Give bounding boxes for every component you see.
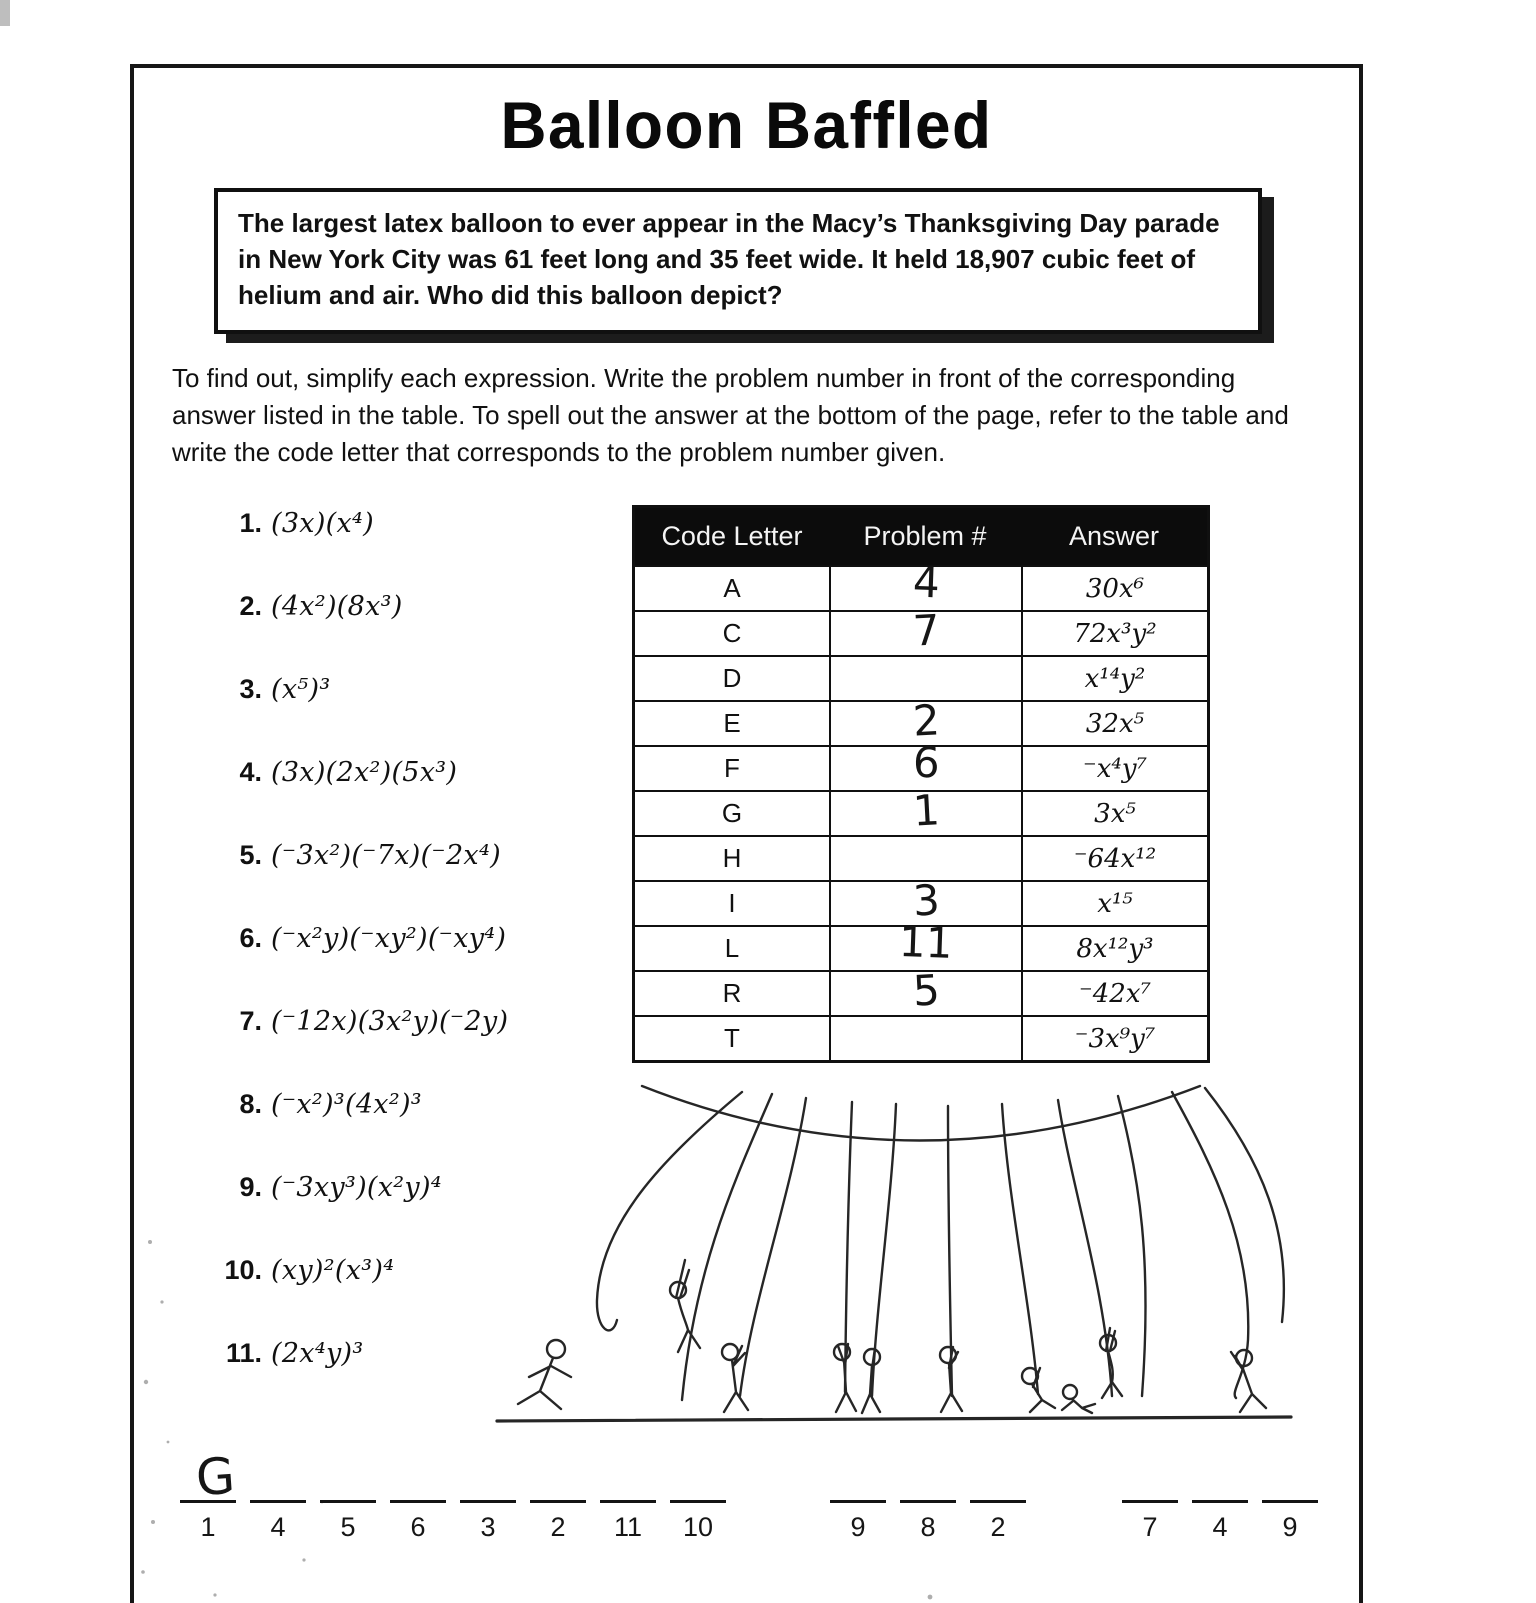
- answer-slot: [460, 1500, 516, 1543]
- answer-slot-number: 6: [410, 1512, 426, 1542]
- answer-slot-number: 9: [1282, 1512, 1298, 1542]
- answer-slot-number: 3: [480, 1512, 496, 1542]
- problem-expression: (⁻x²)³(4x²)³: [271, 1089, 422, 1120]
- answer-slot-number: 10: [682, 1512, 714, 1542]
- problem-number-cell: [829, 785, 1021, 836]
- instructions-text: To find out, simplify each expression. Write the problem number in front of the corresponding answer listed in the table. To spell out the answer at the bottom of the page, refer to the table and write the code letter that corresponds to the problem number given.: [172, 363, 1289, 468]
- handwritten-code-letter: G: [194, 1446, 237, 1508]
- header-answer: Answer: [1068, 521, 1160, 551]
- answer-blank-line: [900, 1500, 956, 1503]
- answer-slot-number: 8: [920, 1512, 936, 1542]
- fact-box: [214, 188, 1262, 334]
- answer-blank-line: [250, 1500, 306, 1503]
- table-row: [635, 917, 1207, 970]
- answer-cell: 72x³y²: [1021, 612, 1207, 655]
- table-row: [635, 605, 1207, 656]
- table-row: [635, 785, 1207, 836]
- problem-item: [216, 923, 508, 1006]
- answer-slot: [250, 1500, 306, 1543]
- answer-blank-line: [1262, 1500, 1318, 1503]
- worksheet-title: Balloon Baffled: [500, 89, 993, 163]
- code-table: [632, 505, 1210, 1063]
- answer-blank-line: [530, 1500, 586, 1503]
- answer-cell: 32x⁵: [1021, 702, 1207, 745]
- problem-list: [216, 508, 508, 1421]
- handwritten-problem-number: 5: [911, 965, 941, 1016]
- answer-blank-line: [320, 1500, 376, 1503]
- header-code-letter: Code Letter: [661, 521, 803, 551]
- answer-slot: [320, 1500, 376, 1543]
- answer-slot-number: 5: [340, 1512, 356, 1542]
- fact-box-text: The largest latex balloon to ever appear in the Macy’s Thanksgiving Day parade in New York City was 61 feet long and 35 feet wide. It held 18,907 cubic feet of helium and air. Who did this balloon depict?: [238, 208, 1220, 310]
- problem-expression: (3x)(2x²)(5x³): [271, 757, 458, 788]
- problem-number: 5.: [239, 840, 262, 870]
- problem-item: [216, 1089, 508, 1172]
- answer-blank-line: [390, 1500, 446, 1503]
- header-problem-number: Problem #: [863, 521, 987, 551]
- table-row: [635, 655, 1207, 700]
- problem-item: [216, 1172, 508, 1255]
- answer-blank-line: [460, 1500, 516, 1503]
- problem-number: 3.: [239, 674, 262, 704]
- problem-item: [216, 508, 508, 591]
- answer-cell: 8x¹²y³: [1021, 927, 1207, 970]
- answer-blank-line: [1122, 1500, 1178, 1503]
- answer-cell: ⁻64x¹²: [1021, 837, 1207, 880]
- code-letter-cell: A: [723, 573, 741, 603]
- problem-number: 8.: [239, 1089, 262, 1119]
- answer-slot-number: 1: [200, 1512, 216, 1542]
- problem-item: [216, 591, 508, 674]
- answer-slot-number: 4: [270, 1512, 286, 1542]
- code-letter-cell: I: [728, 888, 736, 918]
- table-row: [635, 737, 1207, 790]
- code-letter-cell: R: [722, 978, 742, 1008]
- answer-slot: [670, 1500, 726, 1543]
- handwritten-problem-number: 4: [911, 557, 941, 608]
- handwritten-problem-number: 6: [911, 737, 941, 788]
- handwritten-problem-number: 1: [911, 785, 941, 836]
- problem-expression: (xy)²(x³)⁴: [271, 1255, 395, 1286]
- handwritten-problem-number: 7: [911, 605, 941, 656]
- problem-number: 11.: [225, 1338, 262, 1368]
- problem-number: 6.: [239, 923, 262, 953]
- problem-number: 10.: [224, 1255, 262, 1285]
- problem-number: 4.: [239, 757, 262, 787]
- table-row: [635, 965, 1207, 1016]
- problem-number-cell: [829, 965, 1021, 1016]
- problem-expression: (x⁵)³: [271, 674, 331, 705]
- code-letter-cell: E: [723, 708, 741, 738]
- problem-number-cell: [829, 837, 1021, 880]
- problem-number: 7.: [239, 1006, 262, 1036]
- answer-slot-number: 11: [613, 1512, 643, 1542]
- problem-number-cell: [829, 737, 1021, 790]
- answer-blank-group: [1122, 1500, 1332, 1543]
- code-letter-cell: F: [724, 753, 740, 783]
- answer-slot: [830, 1500, 886, 1543]
- problem-expression: (4x²)(8x³): [271, 591, 403, 622]
- handwritten-problem-number: 3: [911, 875, 941, 926]
- answer-blank-line: [830, 1500, 886, 1503]
- problem-expression: (⁻3xy³)(x²y)⁴: [271, 1172, 442, 1203]
- problem-number: 2.: [239, 591, 262, 621]
- answer-blank-line: [1192, 1500, 1248, 1503]
- answer-slot-number: 4: [1212, 1512, 1228, 1542]
- code-letter-cell: L: [724, 933, 740, 963]
- table-row: [635, 835, 1207, 880]
- answer-slot: [600, 1500, 656, 1543]
- answer-slot: [1262, 1500, 1318, 1543]
- answer-slot-number: 2: [990, 1512, 1006, 1542]
- problem-number: 9.: [239, 1172, 262, 1202]
- answer-cell: 3x⁵: [1021, 792, 1207, 835]
- code-letter-cell: G: [721, 798, 743, 828]
- answer-cell: 30x⁶: [1021, 567, 1207, 610]
- answer-blank-group: [830, 1500, 1040, 1543]
- problem-expression: (⁻12x)(3x²y)(⁻2y): [271, 1006, 509, 1037]
- table-header-row: [635, 508, 1207, 565]
- problem-number-cell: [829, 557, 1021, 610]
- answer-cell: x¹⁴y²: [1021, 657, 1207, 700]
- problem-number-cell: [829, 605, 1021, 656]
- answer-cell: ⁻42x⁷: [1021, 972, 1207, 1015]
- problem-number-cell: [829, 657, 1021, 700]
- problem-expression: (3x)(x⁴): [271, 508, 374, 539]
- answer-cell: ⁻3x⁹y⁷: [1021, 1017, 1207, 1060]
- answer-cell: ⁻x⁴y⁷: [1021, 747, 1207, 790]
- answer-slot-number: 2: [550, 1512, 566, 1542]
- code-letter-cell: T: [724, 1023, 740, 1053]
- answer-slot: [180, 1500, 236, 1543]
- answer-blank-line: [970, 1500, 1026, 1503]
- problem-item: [216, 1255, 508, 1338]
- answer-blank-line: [600, 1500, 656, 1503]
- answer-slot: [1122, 1500, 1178, 1543]
- table-row: [635, 557, 1207, 610]
- answer-slot: [900, 1500, 956, 1543]
- answer-slot-number: 9: [850, 1512, 866, 1542]
- problem-item: [216, 840, 508, 923]
- answer-blank-group: [180, 1500, 740, 1543]
- answer-slot: [970, 1500, 1026, 1543]
- handwritten-problem-number: 11: [898, 917, 954, 968]
- problem-item: [216, 674, 508, 757]
- code-letter-cell: D: [722, 663, 742, 693]
- problem-expression: (2x⁴y)³: [271, 1338, 364, 1369]
- answer-cell: x¹⁵: [1021, 882, 1207, 925]
- answer-slot-number: 7: [1142, 1512, 1158, 1542]
- problem-number-cell: [829, 1017, 1021, 1060]
- answer-slot: [530, 1500, 586, 1543]
- answer-slot: [390, 1500, 446, 1543]
- code-letter-cell: C: [722, 618, 742, 648]
- problem-number: 1.: [239, 508, 262, 538]
- answer-blank-line: [670, 1500, 726, 1503]
- problem-number-cell: [829, 917, 1021, 970]
- problem-item: [216, 757, 508, 840]
- handwritten-problem-number: 2: [911, 695, 941, 746]
- answer-blank-line: [180, 1500, 236, 1503]
- problem-item: [216, 1338, 508, 1421]
- problem-item: [216, 1006, 508, 1089]
- code-letter-cell: H: [722, 843, 742, 873]
- problem-expression: (⁻x²y)(⁻xy²)(⁻xy⁴): [271, 923, 507, 954]
- answer-slot: [1192, 1500, 1248, 1543]
- table-row: [635, 1015, 1207, 1060]
- problem-expression: (⁻3x²)(⁻7x)(⁻2x⁴): [271, 840, 501, 871]
